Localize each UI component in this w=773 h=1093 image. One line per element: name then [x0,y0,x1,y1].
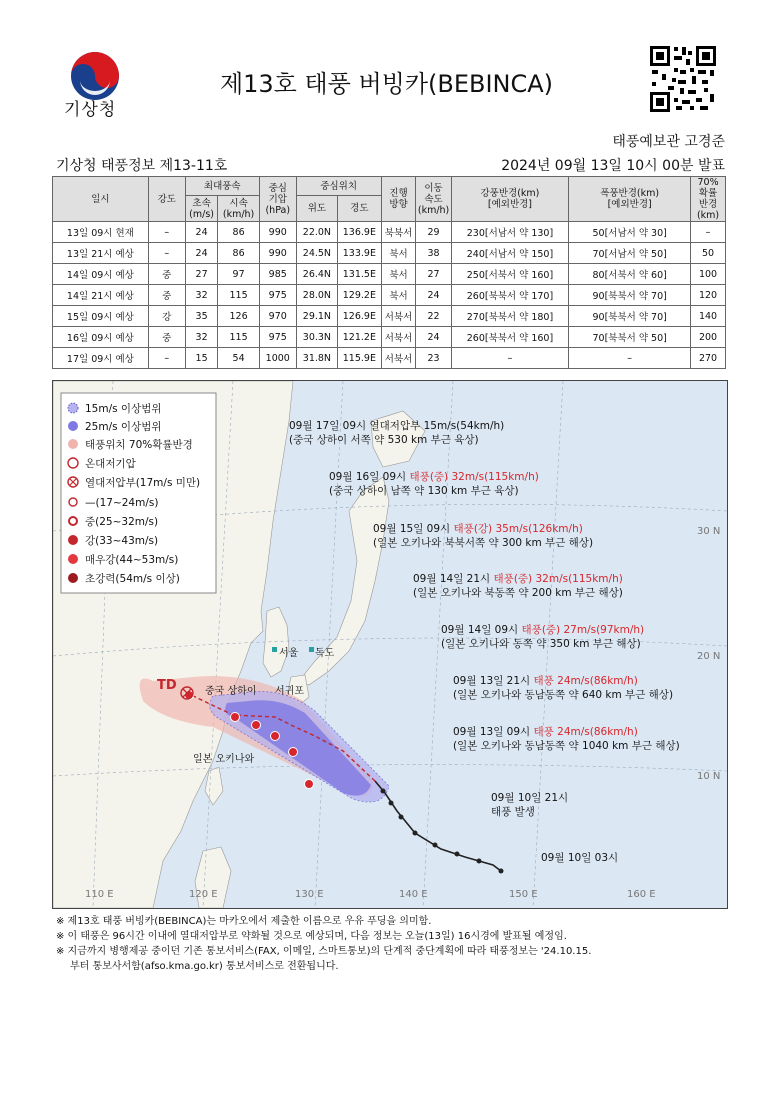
cell-storm-radius: 90[북북서 약 70] [569,285,691,306]
legend-weak: —(17~24m/s) [85,497,159,509]
annotation-15d-09h-time: 09월 15일 09시 [373,523,454,535]
col-pressure [259,177,296,222]
annotation-15d-09h-loc: (일본 오키나와 북북서쪽 약 300 km 부근 해상) [373,537,594,549]
note-4: 부터 통보사서함(afso.kma.go.kr) 통보서비스로 전환됩니다. [70,961,339,972]
col-kmh [218,196,259,222]
legend-extratropical: 온대저기압 [85,458,136,470]
seoul-marker [272,647,277,652]
cell-lon: 133.9E [338,243,382,264]
cell-direction: 북서 [381,264,416,285]
cell-wind-kmh: 115 [218,285,259,306]
legend-15ms: 15m/s 이상범위 [85,403,162,415]
forecast-table-body [53,222,726,369]
city-seogwipo: 서귀포 [275,686,304,697]
lon-150e: 150 E [509,889,538,900]
table-row [53,327,726,348]
cell-strength: – [148,243,185,264]
annotation-14d-21h-loc: (일본 오키나와 북동쪽 약 200 km 부근 해상) [413,587,623,599]
info-number: 기상청 태풍정보 제13-11호 [56,158,228,174]
cell-pressure: 990 [259,243,296,264]
annotation-15d-09h [373,522,583,535]
legend-25ms: 25m/s 이상범위 [85,421,162,433]
col-ms-l1: 초속 [192,197,211,209]
cell-storm-radius: 70[서남서 약 50] [569,243,691,264]
legend-td: 열대저압부(17m/s 미만) [85,477,201,489]
cell-wind-ms: 27 [185,264,218,285]
col-storm-radius [569,177,691,222]
cell-direction: 서북서 [381,327,416,348]
annotation-17d-09h-loc: (중국 상하이 서쪽 약 530 km 부근 육상) [289,434,479,446]
annotation-14d-09h [441,623,644,636]
cell-prob-radius: 200 [691,327,726,348]
td-label: TD [157,678,177,693]
cell-speed: 29 [416,222,451,243]
lon-140e: 140 E [399,889,428,900]
col-lat: 위도 [296,196,337,222]
cell-lon: 129.2E [338,285,382,306]
cell-speed: 27 [416,264,451,285]
col-pressure-l1: 중심 [268,182,287,194]
table-row [53,264,726,285]
lon-110e: 110 E [85,889,114,900]
col-prob-l3: 반경 [698,199,718,210]
col-storm-l1: 폭풍반경(km) [600,188,660,199]
city-seoul: 서울 [279,648,299,659]
cell-prob-radius: 140 [691,306,726,327]
cell-strong-radius: 250[서북서 약 160] [451,264,569,285]
annotation-14d-09h-loc: (일본 오키나와 동쪽 약 350 km 부근 해상) [441,638,641,650]
lon-130e: 130 E [295,889,324,900]
cell-strong-radius: 230[서남서 약 130] [451,222,569,243]
cell-pressure: 1000 [259,348,296,369]
table-row [53,243,726,264]
cell-strong-radius: 270[북북서 약 180] [451,306,569,327]
cell-prob-radius: 120 [691,285,726,306]
col-pressure-l2: 기압 [268,193,287,205]
cell-wind-ms: 15 [185,348,218,369]
cell-wind-kmh: 115 [218,327,259,348]
dokdo-marker [309,647,314,652]
cell-datetime: 13일 09시 현재 [53,222,149,243]
annotation-14d-09h-time: 09월 14일 09시 [441,624,522,636]
cell-speed: 24 [416,327,451,348]
cell-wind-ms: 24 [185,222,218,243]
col-datetime: 일시 [53,177,149,222]
cell-lat: 22.0N [296,222,337,243]
note-1: ※ 제13호 태풍 버빙카(BEBINCA)는 마카오에서 제출한 이름으로 우유 푸딩을 의미함. [56,916,432,927]
legend-strong: 강(33~43m/s) [85,535,159,547]
annotation-14d-09h-status: 태풍(중) 27m/s(97km/h) [521,624,645,636]
annotation-16d-09h-time: 09월 16일 09시 [329,471,410,483]
table-row [53,285,726,306]
cell-strength: – [148,348,185,369]
note-3: ※ 지금까지 병행제공 중이던 기존 통보서비스(FAX, 이메일, 스마트통보)의 단계적 중단계획에 따라 태풍정보는 '24.10.15. [56,946,592,957]
legend-very-strong: 매우강(44~53m/s) [85,554,179,566]
note-2: ※ 이 태풍은 96시간 이내에 열대저압부로 약화될 것으로 예상되며, 다음 정보는 오늘(13일) 16시경에 발표될 예정임. [56,931,567,942]
cell-datetime: 14일 09시 예상 [53,264,149,285]
city-dokdo: 독도 [315,648,335,659]
qr-code-icon[interactable] [648,44,718,114]
col-strong-l2: [예외반경] [487,199,533,210]
cell-lat: 31.8N [296,348,337,369]
cell-datetime: 15일 09시 예상 [53,306,149,327]
annotation-14d-21h-status: 태풍(중) 32m/s(115km/h) [493,573,623,585]
cell-direction: 북서 [381,243,416,264]
cell-storm-radius: 80[서북서 약 60] [569,264,691,285]
annotation-13d-09h-time: 09월 13일 09시 [453,726,534,738]
cell-direction: 서북서 [381,348,416,369]
cell-storm-radius: 70[북북서 약 50] [569,327,691,348]
issued-time: 2024년 09월 13일 10시 00분 발표 [501,158,725,174]
forecaster-name: 태풍예보관 고경준 [612,134,725,150]
cell-lon: 121.2E [338,327,382,348]
legend-medium: 중(25~32m/s) [85,516,159,528]
annotation-13d-21h-loc: (일본 오키나와 동남동쪽 약 640 km 부근 해상) [453,689,674,701]
annotation-14d-21h-time: 09월 14일 21시 [413,573,494,585]
annotation-16d-09h-loc: (중국 상하이 남쪽 약 130 km 부근 육상) [329,485,519,497]
cell-wind-ms: 35 [185,306,218,327]
cell-strength: 중 [148,285,185,306]
cell-pressure: 975 [259,285,296,306]
cell-prob-radius: 270 [691,348,726,369]
annotation-10d-21h: 09월 10일 21시 [491,792,569,804]
cell-lon: 131.5E [338,264,382,285]
cell-lat: 26.4N [296,264,337,285]
cell-wind-kmh: 126 [218,306,259,327]
cell-pressure: 990 [259,222,296,243]
cell-speed: 22 [416,306,451,327]
col-position: 중심위치 [296,177,381,196]
cell-pressure: 985 [259,264,296,285]
col-strength: 강도 [148,177,185,222]
cell-prob-radius: – [691,222,726,243]
cell-pressure: 970 [259,306,296,327]
col-strong-l1: 강풍반경(km) [480,188,540,199]
lat-20n: 20 N [697,651,721,662]
cell-lon: 136.9E [338,222,382,243]
col-ms [185,196,218,222]
col-storm-l2: [예외반경] [607,199,652,210]
cell-storm-radius: – [569,348,691,369]
cell-pressure: 975 [259,327,296,348]
annotation-14d-21h [413,572,623,585]
annotation-13d-09h-loc: (일본 오키나와 동남동쪽 약 1040 km 부근 해상) [453,740,680,752]
notes [56,914,591,974]
table-row [53,348,726,369]
cell-datetime: 17일 09시 예상 [53,348,149,369]
cell-lat: 29.1N [296,306,337,327]
cell-direction: 북북서 [381,222,416,243]
annotation-15d-09h-status: 태풍(강) 35m/s(126km/h) [453,523,583,535]
cell-strong-radius: 260[북북서 약 170] [451,285,569,306]
col-ms-l2: (m/s) [189,208,214,220]
cell-strength: 중 [148,264,185,285]
cell-lat: 30.3N [296,327,337,348]
cell-datetime: 16일 09시 예상 [53,327,149,348]
col-maxwind: 최대풍속 [185,177,259,196]
lat-10n: 10 N [697,771,721,782]
col-speed-l3: (km/h) [417,204,450,216]
city-shanghai: 중국 상하이 [205,686,257,697]
col-pressure-l3: (hPa) [265,204,291,216]
cell-strong-radius: 260[북북서 약 160] [451,327,569,348]
cell-speed: 23 [416,348,451,369]
cell-lat: 24.5N [296,243,337,264]
col-direction-l2: 방향 [389,199,408,210]
cell-wind-ms: 32 [185,327,218,348]
annotation-genesis: 태풍 발생 [491,806,535,818]
col-speed-l1: 이동 [424,182,443,194]
cell-wind-kmh: 54 [218,348,259,369]
cell-strong-radius: 240[서남서 약 150] [451,243,569,264]
document-title: 제13호 태풍 버빙카(BEBINCA) [219,70,554,98]
cell-datetime: 14일 21시 예상 [53,285,149,306]
annotation-16d-09h [329,470,539,483]
col-kmh-l2: (km/h) [222,208,255,220]
table-row [53,222,726,243]
logo-text: 기상청 [64,100,117,120]
col-prob-l1: 70% [697,177,719,188]
col-prob-l2: 확률 [698,188,718,199]
lon-160e: 160 E [627,889,656,900]
cell-datetime: 13일 21시 예상 [53,243,149,264]
annotation-13d-09h [453,725,638,738]
annotation-13d-21h-time: 09월 13일 21시 [453,675,534,687]
cell-wind-kmh: 97 [218,264,259,285]
city-okinawa: 일본 오키나와 [193,754,255,765]
cell-speed: 38 [416,243,451,264]
table-row [53,306,726,327]
legend-super: 초강력(54m/s 이상) [85,573,180,585]
forecast-table [52,176,726,369]
legend-prob: 태풍위치 70%확률반경 [85,439,193,451]
col-direction-l1: 진행 [389,188,408,199]
col-lon: 경도 [338,196,382,222]
typhoon-track-map [52,380,728,909]
cell-strength: 강 [148,306,185,327]
cell-prob-radius: 50 [691,243,726,264]
cell-strength: – [148,222,185,243]
annotation-13d-21h [453,674,638,687]
annotation-13d-09h-status: 태풍 24m/s(86km/h) [533,726,638,738]
cell-wind-ms: 24 [185,243,218,264]
lat-30n: 30 N [697,526,721,537]
cell-lon: 115.9E [338,348,382,369]
col-speed [416,177,451,222]
cell-wind-kmh: 86 [218,243,259,264]
cell-wind-kmh: 86 [218,222,259,243]
col-prob-l4: (km) [696,210,720,221]
cell-direction: 서북서 [381,306,416,327]
cell-strong-radius: – [451,348,569,369]
annotation-13d-21h-status: 태풍 24m/s(86km/h) [533,675,638,687]
cell-storm-radius: 50[서남서 약 30] [569,222,691,243]
col-strong-radius [451,177,569,222]
cell-wind-ms: 32 [185,285,218,306]
cell-strength: 중 [148,327,185,348]
cell-prob-radius: 100 [691,264,726,285]
col-direction [381,177,416,222]
cell-speed: 24 [416,285,451,306]
col-prob-radius [691,177,726,222]
col-speed-l2: 속도 [424,193,443,205]
cell-storm-radius: 90[북북서 약 70] [569,306,691,327]
annotation-10d-03h: 09월 10일 03시 [541,852,619,864]
annotation-17d-09h: 09월 17일 09시 열대저압부 15m/s(54km/h) [289,420,505,432]
col-kmh-l1: 시속 [229,197,248,209]
cell-lon: 126.9E [338,306,382,327]
lon-120e: 120 E [189,889,218,900]
annotation-16d-09h-status: 태풍(중) 32m/s(115km/h) [409,471,539,483]
cell-direction: 북서 [381,285,416,306]
cell-lat: 28.0N [296,285,337,306]
